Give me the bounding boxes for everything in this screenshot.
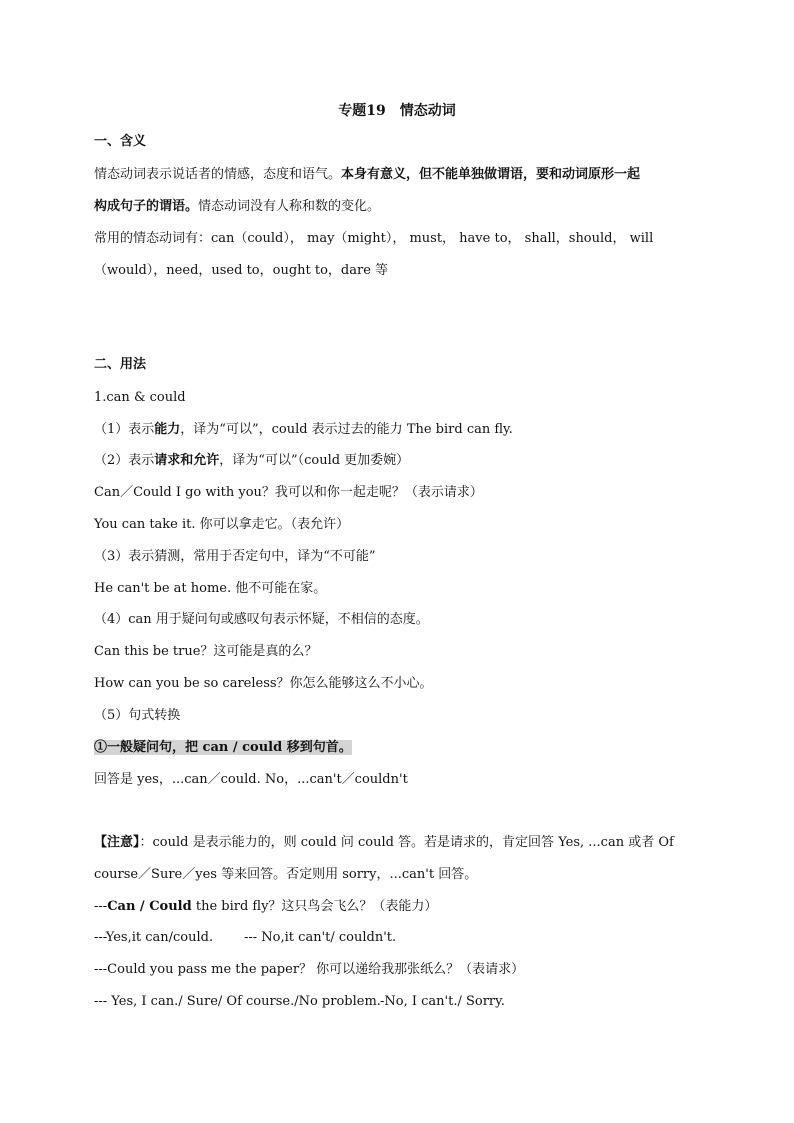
note-label: 【注意】 <box>94 835 140 850</box>
dialogue-text: --- <box>94 899 108 914</box>
example-sentence: Can／Could I go with you？我可以和你一起走呢？（表示请求） <box>94 485 483 500</box>
dialogue-text: --- No,it can't/ couldn't. <box>244 930 397 945</box>
highlighted-text: ①一般疑问句，把 can / could 移到句首。 <box>94 740 352 755</box>
example-sentence: He can't be at home. 他不可能在家。 <box>94 581 327 596</box>
paragraph-line <box>94 166 640 184</box>
usage-item-5: （5）句式转换 <box>94 708 181 723</box>
usage-bold-text: 请求和允许 <box>154 453 220 468</box>
modal-verbs-list-cont: （would），need，used to，ought to，dare 等 <box>94 263 389 278</box>
usage-text: （1）表示 <box>94 422 155 437</box>
usage-item-3: （3）表示猜测，常用于否定句中，译为“不可能” <box>94 549 376 564</box>
highlighted-rule <box>94 739 352 757</box>
example-sentence: How can you be so careless？你怎么能够这么不小心。 <box>94 676 433 691</box>
dialogue-text: ---Yes,it can/could. <box>94 930 214 945</box>
note-line-cont: course／Sure／yes 等来回答。否定则用 sorry，...can't 回答。 <box>94 867 478 882</box>
usage-text: （2）表示 <box>94 453 155 468</box>
usage-item-4: （4）can 用于疑问句或感叹句表示怀疑，不相信的态度。 <box>94 612 429 627</box>
dialogue-line: ---Could you pass me the paper？ 你可以递给我那张纸么？（表请求） <box>94 962 525 977</box>
dialogue-line <box>94 898 437 916</box>
paragraph-line <box>94 198 380 216</box>
dialogue-text: --- Yes, I can./ Sure/ Of course./No problem. <box>94 994 381 1009</box>
dialogue-line <box>244 929 396 947</box>
paragraph-text: 情态动词表示说话者的情感，态度和语气。 <box>94 167 342 182</box>
example-sentence: Can this be true？这可能是真的么？ <box>94 644 318 659</box>
note-text: ：could 是表示能力的，则 could 问 could 答。若是请求的，肯定回答 Yes, ...can 或者 Of <box>139 835 674 850</box>
dialogue-text: the bird fly？这只鸟会飞么？（表能力） <box>191 899 438 914</box>
answer-pattern: 回答是 yes，...can／could. No，...can't／couldn't <box>94 772 408 787</box>
dialogue-line <box>94 993 381 1011</box>
example-sentence: You can take it. 你可以拿走它。（表允许） <box>94 517 350 532</box>
subheading-can-could: 1.can & could <box>94 390 186 405</box>
section-heading-meaning: 一、含义 <box>94 134 147 149</box>
usage-text: ，译为“可以”，could 表示过去的能力 The bird can fly. <box>180 422 513 437</box>
dialogue-line <box>380 993 505 1011</box>
paragraph-bold-text: 构成句子的谓语。 <box>94 199 199 214</box>
usage-text: ，译为“可以”（could 更加委婉） <box>219 453 410 468</box>
usage-item-1 <box>94 421 513 439</box>
section-heading-usage: 二、用法 <box>94 357 147 372</box>
paragraph-text: 情态动词没有人称和数的变化。 <box>198 199 381 214</box>
page-title: 专题19 情态动词 <box>338 103 456 119</box>
modal-verbs-list: 常用的情态动词有：can（could）， may（might）， must， have to， shall，should， will <box>94 231 654 246</box>
usage-bold-text: 能力 <box>154 422 181 437</box>
dialogue-line <box>94 929 213 947</box>
dialogue-bold-text: Can / Could <box>107 899 192 914</box>
usage-item-2 <box>94 452 409 470</box>
note-line <box>94 834 674 852</box>
dialogue-text: -No, I can't./ Sorry. <box>380 994 505 1009</box>
paragraph-bold-text: 本身有意义，但不能单独做谓语，要和动词原形一起 <box>341 167 641 182</box>
